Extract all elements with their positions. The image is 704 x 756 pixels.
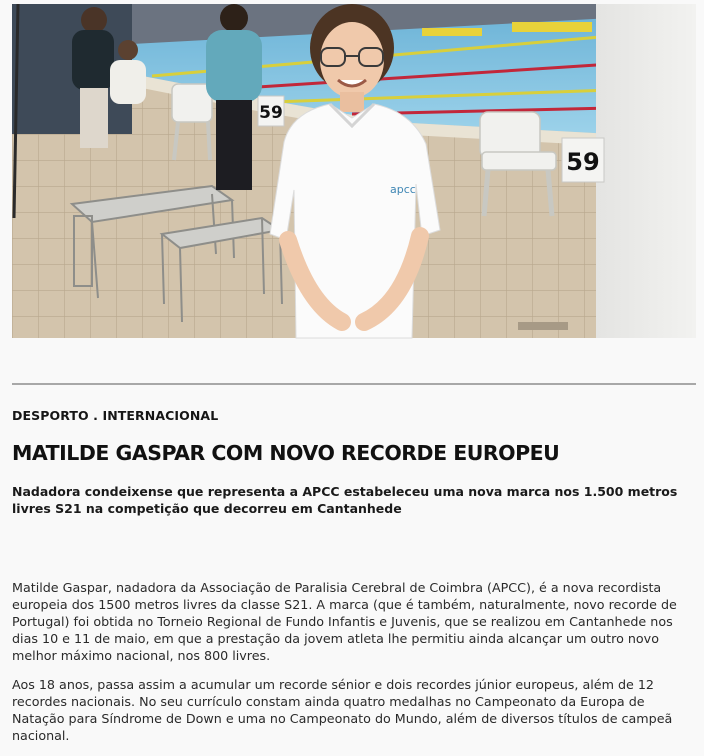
article-paragraph: Matilde Gaspar, nadadora da Associação de Paralisia Cerebral de Coimbra (APCC), é a nova recordista europeia dos 1500 metros livres da classe S21. A marca (que é também, naturalmente, novo recorde de Portugal) foi obtida no Torneio Regional de Fundo Infantis e Juvenis, que se realizou em Cantanhede nos dias 10 e 11 de maio, em que a prestação da jovem atleta lhe permitiu ainda alcançar um outro novo melhor máximo nacional, nos 800 livres. bbox=[12, 580, 677, 663]
section-divider bbox=[12, 383, 696, 385]
article-headline: MATILDE GASPAR COM NOVO RECORDE EUROPEU bbox=[12, 441, 560, 465]
lane-sign-right: 59 bbox=[566, 148, 600, 176]
article-paragraph: Aos 18 anos, passa assim a acumular um recorde sénior e dois recordes júnior europeus, além de 12 recordes nacionais. No seu currículo constam ainda quatro medalhas no Campeonato da Europa de Natação para Síndrome de Down e uma no Campeonato do Mundo, além de diversos títulos de campeã nacional. bbox=[12, 677, 673, 743]
article-category[interactable]: DESPORTO . INTERNACIONAL bbox=[12, 408, 219, 423]
lane-sign-left: 59 bbox=[259, 103, 283, 123]
article-lead: Nadadora condeixense que representa a APCC estabeleceu uma nova marca nos 1.500 metros livres S21 na competição que decorreu em Cantanhede bbox=[12, 484, 678, 516]
shirt-logo: apcc bbox=[390, 183, 416, 196]
article-body bbox=[12, 579, 698, 756]
hero-photo bbox=[12, 4, 696, 338]
